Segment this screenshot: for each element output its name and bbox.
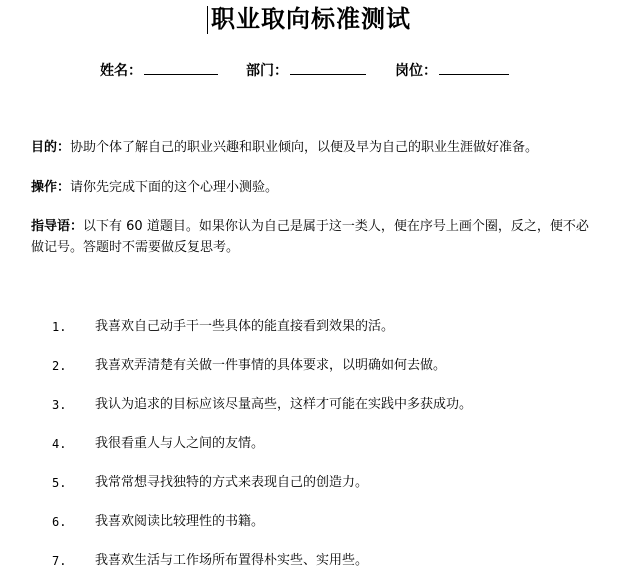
question-text: 我很看重人与人之间的友情。: [95, 436, 265, 451]
question-number[interactable]: 4.: [52, 437, 67, 451]
guidance-text: 以下有 60 道题目。如果你认为自己是属于这一类人，便在序号上画个圈，反之，便不必做记号。答题时不需要做反复思考。: [31, 219, 589, 255]
question-text: 我喜欢自己动手干一些具体的能直接看到效果的活。: [95, 319, 395, 334]
purpose-label: 目的：: [31, 140, 71, 155]
purpose-text: 协助个体了解自己的职业兴趣和职业倾向，以便及早为自己的职业生涯做好准备。: [70, 140, 539, 155]
question-item[interactable]: [0, 317, 622, 337]
question-text: 我喜欢生活与工作场所布置得朴实些、实用些。: [95, 553, 369, 568]
question-item[interactable]: [0, 551, 622, 571]
question-item[interactable]: [0, 395, 622, 415]
text-cursor: [207, 6, 208, 34]
question-item[interactable]: [0, 434, 622, 454]
question-number[interactable]: 5.: [52, 476, 67, 490]
question-number[interactable]: 6.: [52, 515, 67, 529]
question-text: 我喜欢弄清楚有关做一件事情的具体要求，以明确如何去做。: [95, 358, 447, 373]
purpose-paragraph: [31, 137, 591, 158]
document-title: 职业取向标准测试: [211, 4, 411, 33]
name-label: 姓名：: [100, 63, 142, 79]
guidance-label: 指导语：: [31, 219, 84, 234]
question-item[interactable]: [0, 356, 622, 376]
guidance-paragraph: [31, 216, 591, 258]
operation-text: 请你先完成下面的这个心理小测验。: [70, 180, 279, 195]
name-field: [100, 60, 218, 81]
operation-label: 操作：: [31, 180, 71, 195]
question-number[interactable]: 1.: [52, 320, 67, 334]
question-number[interactable]: 7.: [52, 554, 67, 568]
question-item[interactable]: [0, 512, 622, 532]
dept-label: 部门：: [246, 63, 288, 79]
info-row: [0, 60, 622, 80]
question-text: 我常常想寻找独特的方式来表现自己的创造力。: [95, 475, 369, 490]
post-blank[interactable]: [439, 60, 509, 75]
name-blank[interactable]: [144, 60, 218, 75]
question-number[interactable]: 2.: [52, 359, 67, 373]
question-text: 我喜欢阅读比较理性的书籍。: [95, 514, 265, 529]
dept-blank[interactable]: [290, 60, 366, 75]
question-item[interactable]: [0, 473, 622, 493]
question-number[interactable]: 3.: [52, 398, 67, 412]
post-label: 岗位：: [395, 63, 437, 79]
dept-field: [246, 60, 366, 81]
question-text: 我认为追求的目标应该尽量高些，这样才可能在实践中多获成功。: [95, 397, 473, 412]
post-field: [395, 60, 509, 81]
operation-paragraph: [31, 177, 591, 198]
